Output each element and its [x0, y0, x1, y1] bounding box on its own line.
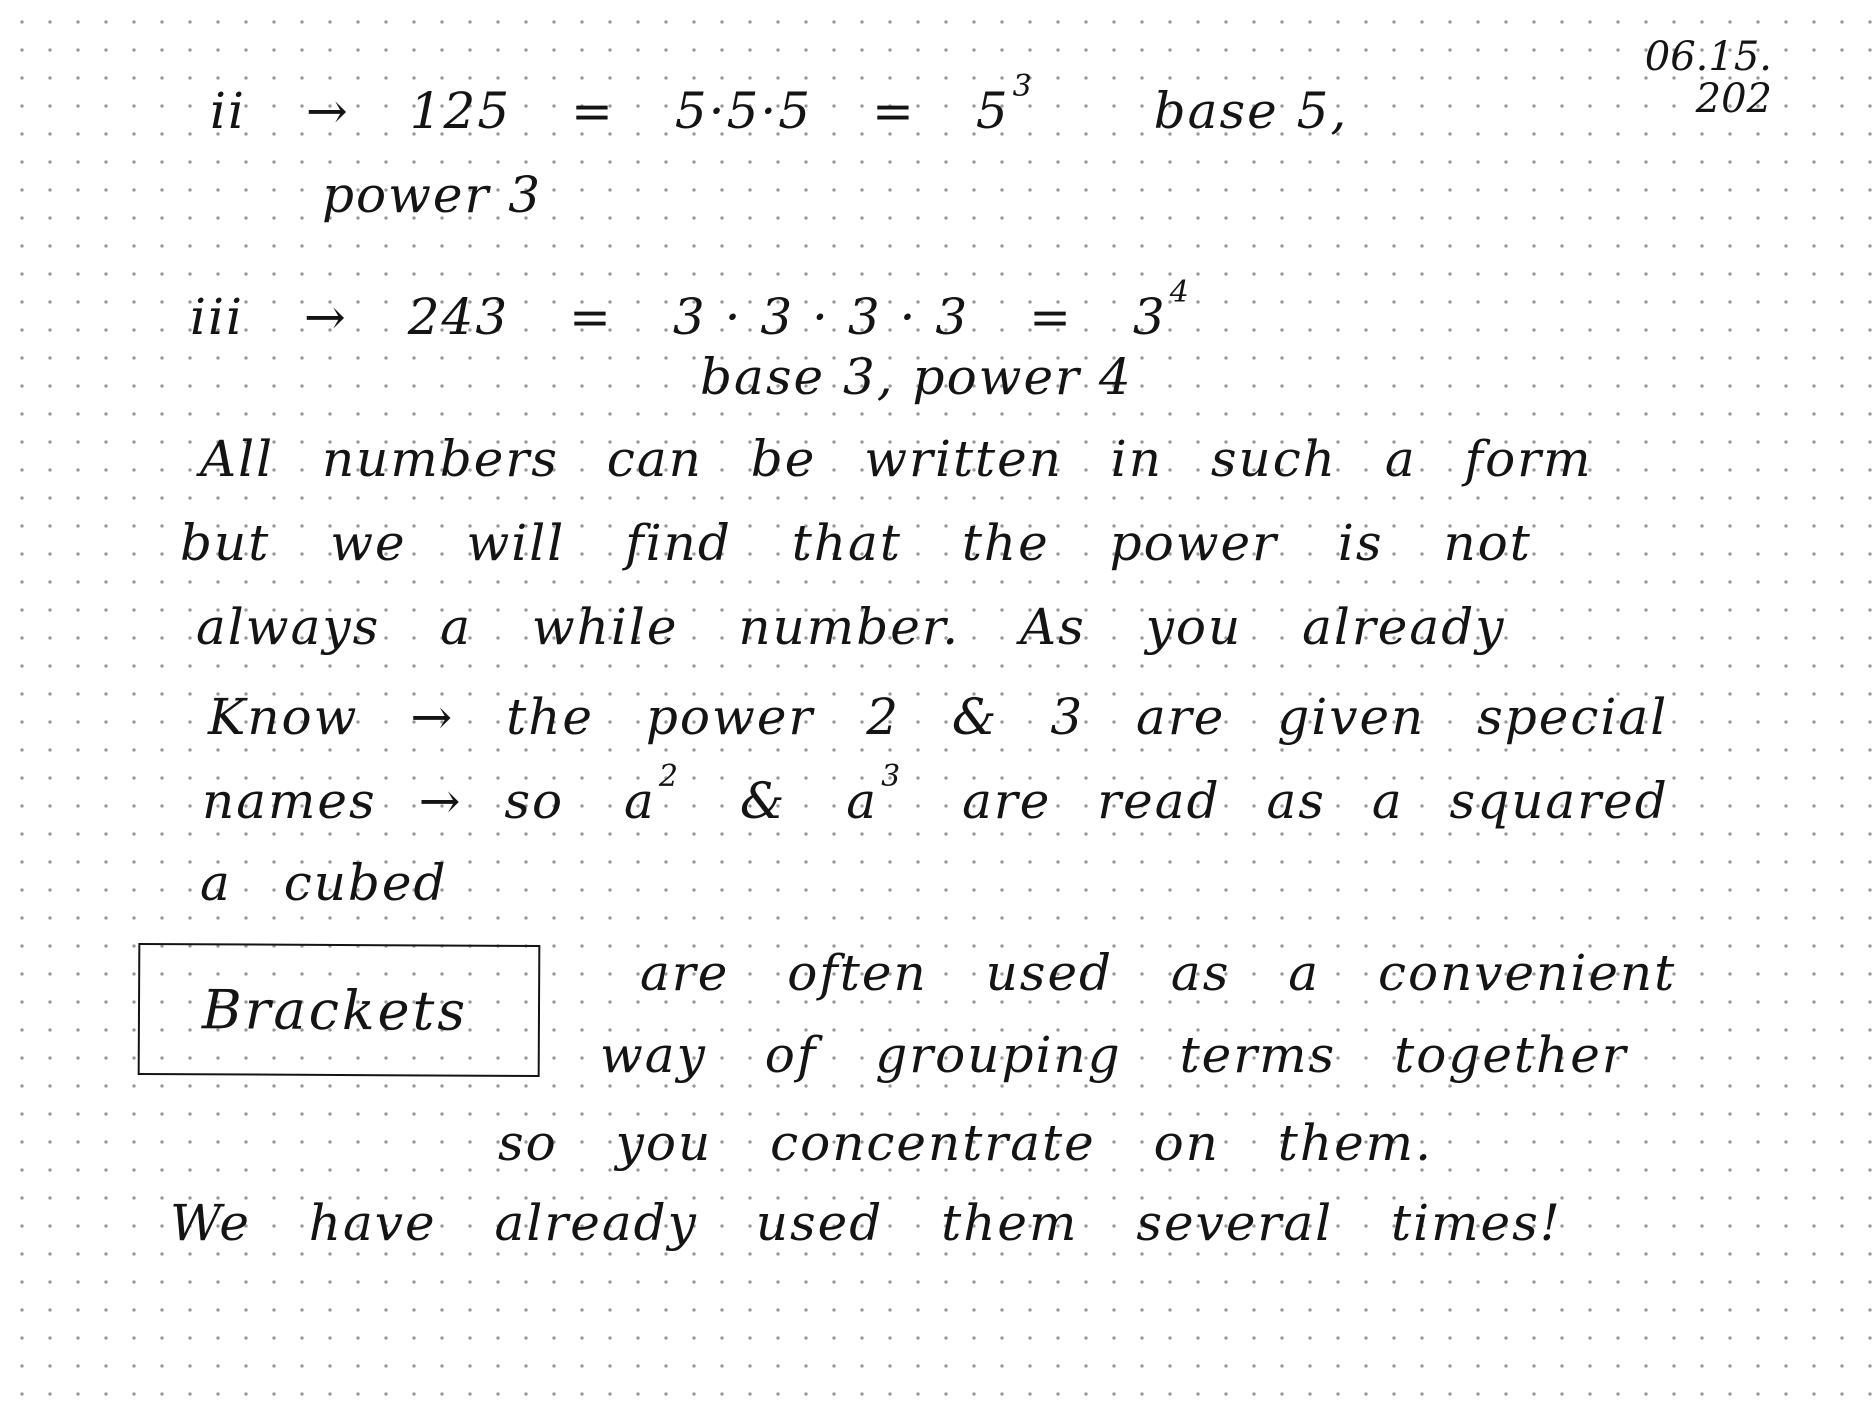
brackets-line-1: are often used as a convenient — [640, 944, 1677, 1002]
example-ii-base-digit: 5 — [975, 82, 1010, 140]
paragraph-line-5-start: names → so — [202, 772, 565, 830]
example-ii-arrow: → — [305, 82, 350, 140]
example-iii-label: iii — [190, 288, 244, 346]
brackets-line-2: way of grouping terms together — [600, 1026, 1628, 1084]
example-ii-base-text: base 5, — [1153, 82, 1349, 140]
example-ii-number: 125 — [409, 82, 512, 140]
example-ii-power-text: power 3 — [322, 166, 543, 224]
example-ii-exponent: 3 — [1012, 69, 1034, 104]
example-ii-power — [975, 69, 1034, 140]
example-iii-power — [1132, 275, 1191, 346]
paragraph-line-6: a cubed — [200, 854, 448, 912]
page-date-line-2: 202 — [1695, 76, 1772, 122]
example-ii-equals-2: = — [872, 82, 916, 140]
example-ii-equals-1: = — [571, 82, 615, 140]
paragraph-line-5-and: & — [739, 772, 787, 830]
a-cubed-term — [846, 759, 903, 830]
brackets-box — [138, 943, 541, 1077]
example-iii-base-digit: 3 — [1132, 288, 1167, 346]
a-squared-term — [624, 759, 680, 830]
example-iii-equation — [190, 275, 1191, 346]
a-squared-exponent: 2 — [658, 759, 680, 794]
example-iii-caption: base 3, power 4 — [700, 348, 1133, 406]
paragraph-line-5-end: are read as a squared — [962, 772, 1669, 830]
paragraph-line-3: always a while number. As you already — [196, 598, 1506, 656]
paragraph-line-5 — [202, 759, 1669, 830]
page-date-line-1: 06.15. — [1644, 34, 1772, 80]
example-iii-product: 3 · 3 · 3 · 3 — [672, 288, 970, 346]
example-ii-equation — [210, 69, 1349, 140]
brackets-box-label: Brackets — [201, 977, 469, 1043]
paragraph-line-2: but we will find that the power is not — [180, 514, 1532, 572]
example-iii-exponent: 4 — [1169, 275, 1191, 310]
page-date — [1645, 36, 1772, 120]
a-cubed-exponent: 3 — [881, 759, 903, 794]
brackets-line-3: so you concentrate on them. — [498, 1114, 1433, 1172]
a-cubed-base: a — [846, 772, 879, 830]
example-iii-equals-2: = — [1029, 288, 1073, 346]
paragraph-line-4: Know → the power 2 & 3 are given special — [208, 688, 1669, 746]
example-ii-product: 5·5·5 — [674, 82, 813, 140]
closing-sentence: We have already used them several times! — [170, 1194, 1562, 1252]
example-iii-equals-1: = — [569, 288, 613, 346]
a-squared-base: a — [624, 772, 656, 830]
example-iii-number: 243 — [407, 288, 510, 346]
paragraph-line-1: All numbers can be written in such a form — [200, 430, 1593, 488]
example-iii-arrow: → — [303, 288, 348, 346]
example-ii-label: ii — [210, 82, 246, 140]
